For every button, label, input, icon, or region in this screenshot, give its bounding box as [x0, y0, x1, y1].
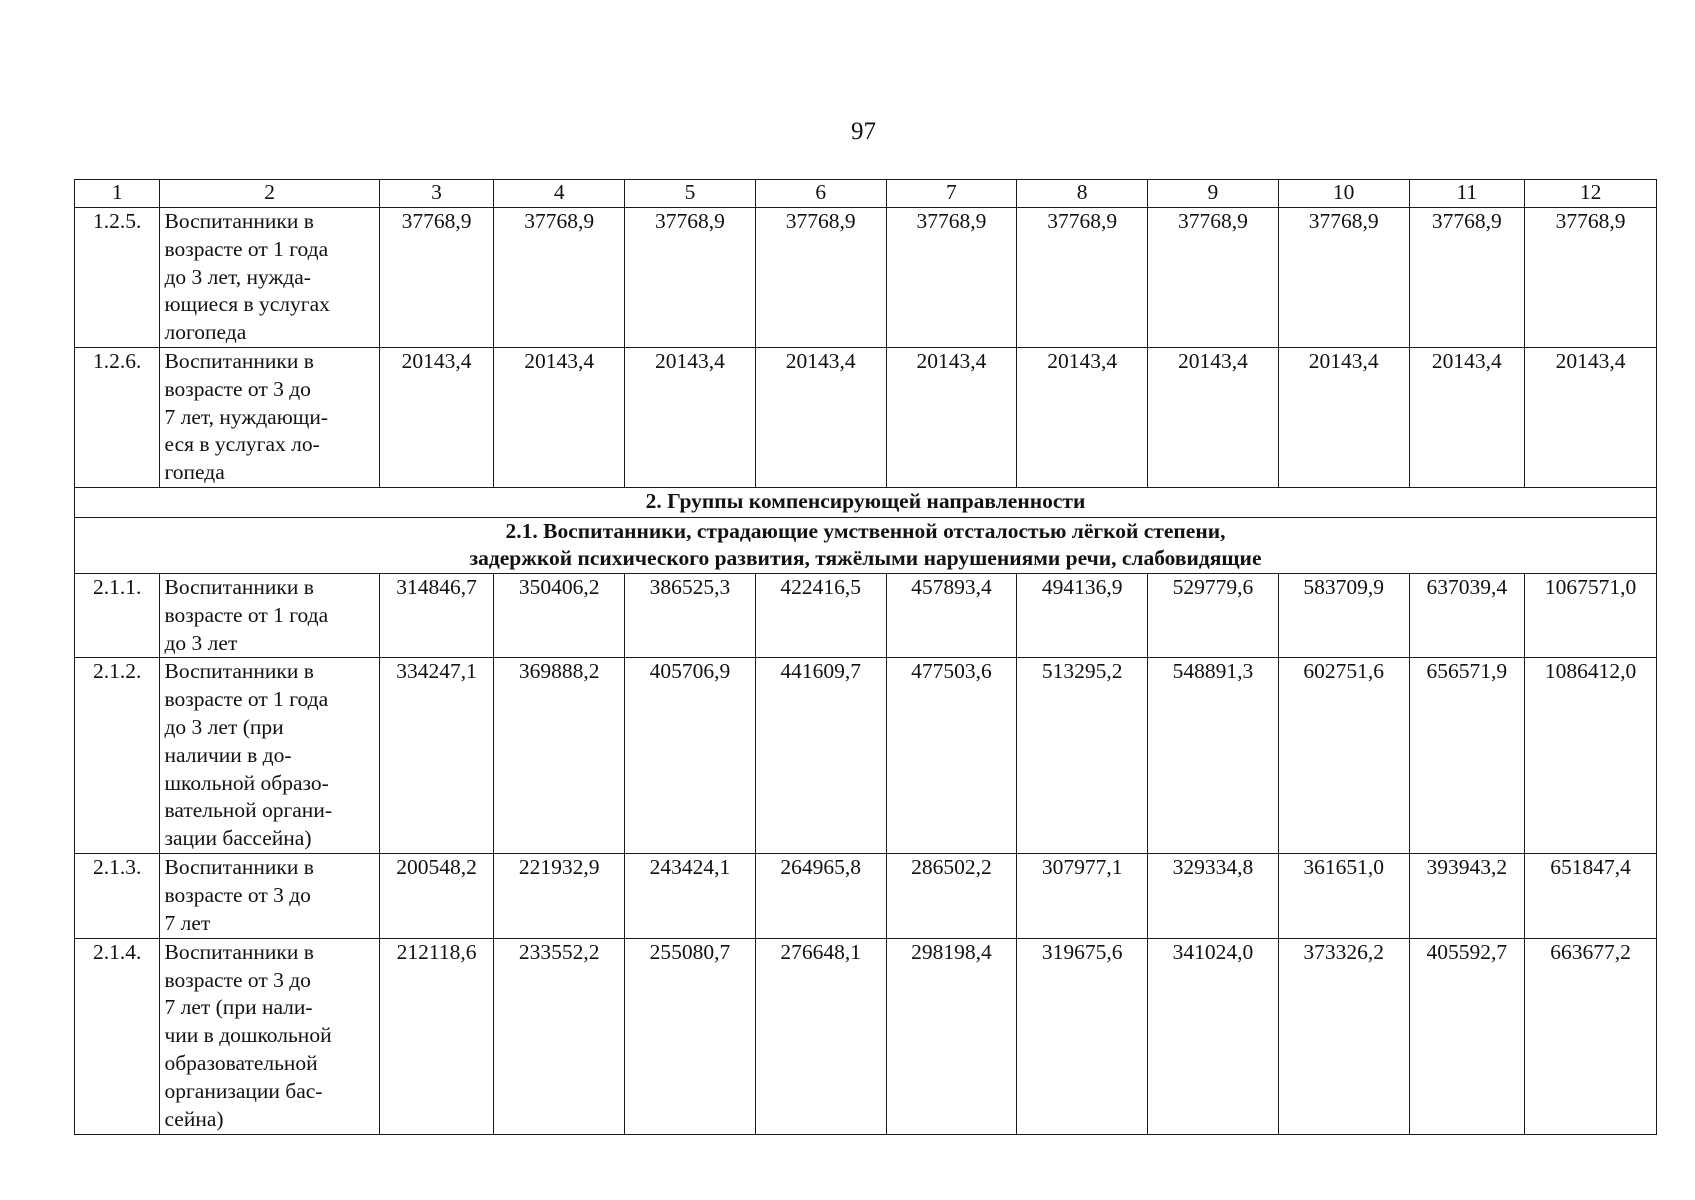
row-code: 1.2.6.: [75, 348, 160, 488]
row-value: 307977,1: [1017, 854, 1148, 938]
row-value: 1067571,0: [1525, 574, 1657, 658]
row-description-line: логопеда: [164, 320, 247, 345]
page-number: 97: [851, 118, 876, 145]
row-value: 319675,6: [1017, 938, 1148, 1134]
row-value: 298198,4: [886, 938, 1017, 1134]
row-value: 329334,8: [1148, 854, 1279, 938]
row-description: [160, 938, 379, 1134]
row-value: 276648,1: [755, 938, 886, 1134]
row-code: 2.1.1.: [75, 574, 160, 658]
row-value: 529779,6: [1148, 574, 1279, 658]
row-description-line: Воспитанники в: [164, 209, 314, 233]
column-number: 7: [886, 180, 1017, 208]
column-number: 12: [1525, 180, 1657, 208]
row-value: 422416,5: [755, 574, 886, 658]
row-value: 20143,4: [1148, 348, 1279, 488]
column-number: 10: [1278, 180, 1409, 208]
column-number: 2: [160, 180, 379, 208]
row-value: 221932,9: [494, 854, 625, 938]
row-value: 583709,9: [1278, 574, 1409, 658]
table-row: [75, 208, 1657, 348]
tariff-table: [74, 179, 1657, 1135]
row-value: 233552,2: [494, 938, 625, 1134]
row-value: 20143,4: [625, 348, 756, 488]
column-number: 6: [755, 180, 886, 208]
row-description-line: Воспитанники в: [164, 659, 314, 684]
row-value: 548891,3: [1148, 658, 1279, 854]
column-number: 1: [75, 180, 160, 208]
row-value: 20143,4: [755, 348, 886, 488]
row-value: 20143,4: [886, 348, 1017, 488]
row-value: 513295,2: [1017, 658, 1148, 854]
row-value: 264965,8: [755, 854, 886, 938]
row-description-line: Воспитанники в: [164, 349, 314, 373]
row-code: 2.1.4.: [75, 938, 160, 1134]
row-description-line: до 3 лет, нужда-: [164, 264, 311, 289]
row-value: 286502,2: [886, 854, 1017, 938]
row-description: [160, 348, 379, 488]
row-description: [160, 208, 379, 348]
row-value: 405592,7: [1409, 938, 1525, 1134]
subsection-row: [75, 518, 1657, 574]
row-description-line: Воспитанники в: [164, 855, 314, 880]
row-value: 1086412,0: [1525, 658, 1657, 854]
row-value: 361651,0: [1278, 854, 1409, 938]
row-value: 37768,9: [755, 208, 886, 348]
row-description-line: Воспитанники в: [164, 575, 314, 599]
row-value: 37768,9: [886, 208, 1017, 348]
row-description-line: возрасте от 3 до: [164, 883, 311, 908]
column-number: 9: [1148, 180, 1279, 208]
row-value: 341024,0: [1148, 938, 1279, 1134]
row-description-line: сейна): [164, 1106, 224, 1131]
table-row: [75, 658, 1657, 854]
row-description: [160, 574, 379, 658]
row-description-line: до 3 лет: [164, 630, 238, 655]
row-description-line: до 3 лет (при: [164, 714, 284, 739]
row-description-line: гопеда: [164, 460, 225, 485]
row-description-line: наличии в до-: [164, 742, 292, 767]
row-value: 405706,9: [625, 658, 756, 854]
row-description-line: ющиеся в услугах: [164, 292, 330, 317]
row-value: 20143,4: [1409, 348, 1525, 488]
section-row: [75, 488, 1657, 518]
row-code: 2.1.2.: [75, 658, 160, 854]
column-number: 8: [1017, 180, 1148, 208]
row-description-line: зации бассейна): [164, 826, 312, 851]
table-row: [75, 854, 1657, 938]
column-number-row: [75, 180, 1657, 208]
row-value: 20143,4: [1017, 348, 1148, 488]
row-description-line: чии в дошкольной: [164, 1023, 332, 1048]
subsection-title-line: 2.1. Воспитанники, страдающие умственной отсталостью лёгкой степени,: [505, 519, 1226, 543]
row-description-line: 7 лет (при нали-: [164, 995, 313, 1020]
row-description-line: образовательной: [164, 1050, 318, 1075]
column-number: 3: [379, 180, 494, 208]
column-number: 5: [625, 180, 756, 208]
row-value: 663677,2: [1525, 938, 1657, 1134]
row-value: 37768,9: [1148, 208, 1279, 348]
row-value: 386525,3: [625, 574, 756, 658]
subsection-title: [75, 518, 1657, 574]
row-value: 243424,1: [625, 854, 756, 938]
row-description-line: школьной образо-: [164, 770, 329, 795]
row-value: 37768,9: [1017, 208, 1148, 348]
row-value: 393943,2: [1409, 854, 1525, 938]
row-description-line: возрасте от 1 года: [164, 236, 329, 261]
section-title: 2. Группы компенсирующей направленности: [75, 488, 1657, 518]
row-code: 1.2.5.: [75, 208, 160, 348]
row-description: [160, 658, 379, 854]
row-value: 494136,9: [1017, 574, 1148, 658]
row-description-line: 7 лет: [164, 910, 211, 935]
row-value: 457893,4: [886, 574, 1017, 658]
row-value: 373326,2: [1278, 938, 1409, 1134]
row-description-line: возрасте от 1 года: [164, 602, 329, 627]
row-value: 37768,9: [625, 208, 756, 348]
row-value: 334247,1: [379, 658, 494, 854]
row-description-line: организации бас-: [164, 1078, 323, 1103]
row-value: 314846,7: [379, 574, 494, 658]
subsection-title-line: задержкой психического развития, тяжёлыми нарушениями речи, слабовидящие: [469, 546, 1262, 570]
row-value: 37768,9: [1409, 208, 1525, 348]
row-value: 656571,9: [1409, 658, 1525, 854]
row-description-line: возрасте от 3 до: [164, 967, 311, 992]
table-row: [75, 574, 1657, 658]
row-value: 200548,2: [379, 854, 494, 938]
row-value: 20143,4: [379, 348, 494, 488]
row-description-line: Воспитанники в: [164, 939, 314, 964]
row-description-line: возрасте от 3 до: [164, 376, 311, 401]
row-description-line: 7 лет, нуждающи-: [164, 404, 329, 429]
row-value: 20143,4: [1525, 348, 1657, 488]
row-value: 441609,7: [755, 658, 886, 854]
row-code: 2.1.3.: [75, 854, 160, 938]
row-value: 37768,9: [1525, 208, 1657, 348]
column-number: 4: [494, 180, 625, 208]
row-value: 602751,6: [1278, 658, 1409, 854]
row-value: 20143,4: [494, 348, 625, 488]
row-value: 369888,2: [494, 658, 625, 854]
column-number: 11: [1409, 180, 1525, 208]
row-value: 350406,2: [494, 574, 625, 658]
row-value: 477503,6: [886, 658, 1017, 854]
row-value: 637039,4: [1409, 574, 1525, 658]
row-value: 37768,9: [379, 208, 494, 348]
row-value: 37768,9: [494, 208, 625, 348]
row-value: 651847,4: [1525, 854, 1657, 938]
table-row: [75, 938, 1657, 1134]
row-description-line: вательной органи-: [164, 798, 332, 823]
row-value: 212118,6: [379, 938, 494, 1134]
row-description-line: еся в услугах ло-: [164, 432, 320, 457]
row-value: 37768,9: [1278, 208, 1409, 348]
row-description-line: возрасте от 1 года: [164, 687, 329, 712]
row-value: 20143,4: [1278, 348, 1409, 488]
table-row: [75, 348, 1657, 488]
row-description: [160, 854, 379, 938]
row-value: 255080,7: [625, 938, 756, 1134]
